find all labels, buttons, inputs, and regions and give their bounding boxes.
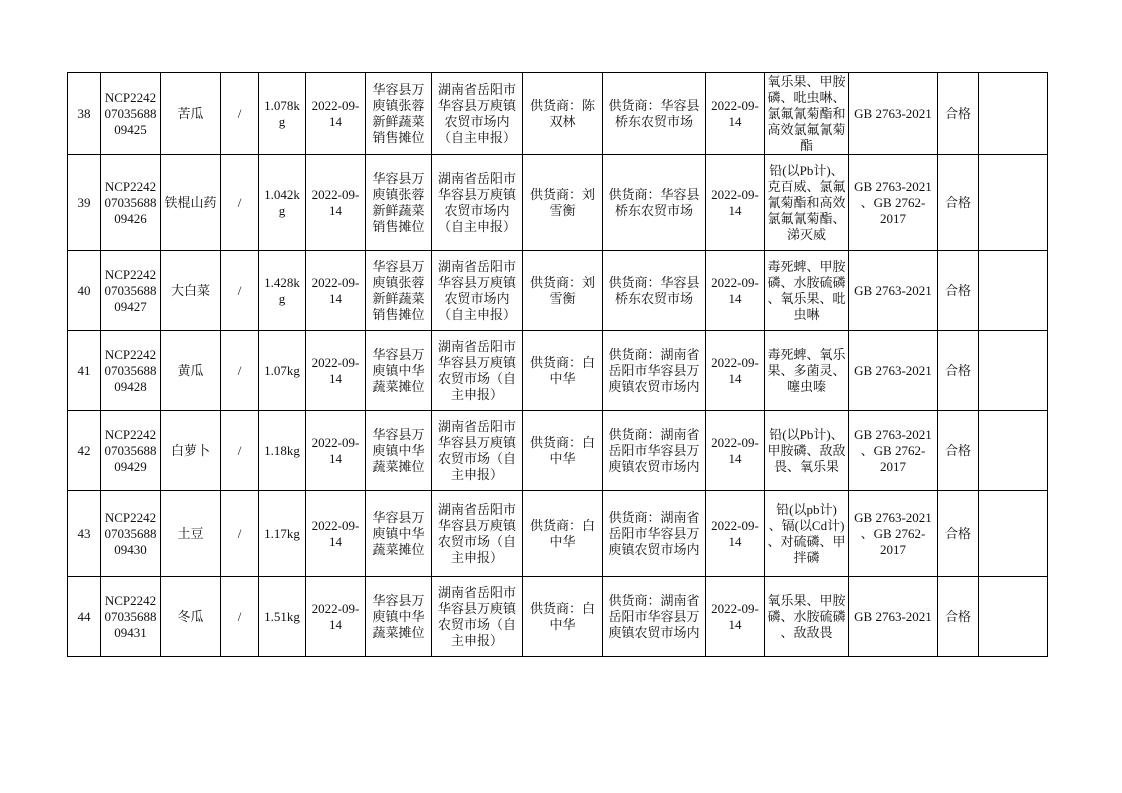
cell-standard: GB 2763-2021 、GB 2762- 2017 [849,491,938,577]
cell-supplier-address: 供货商：湖南省 岳阳市华容县万 庾镇农贸市场内 [603,331,706,411]
cell-standard: GB 2763-2021 、GB 2762- 2017 [849,155,938,251]
table-row [68,155,1048,251]
cell-no: 40 [68,251,101,331]
cell-address: 湖南省岳阳市 华容县万庾镇 农贸市场（自 主申报） [432,331,523,411]
cell-spec: / [221,577,259,657]
cell-supplier-address: 供货商：湖南省 岳阳市华容县万 庾镇农贸市场内 [603,411,706,491]
cell-supplier-address: 供货商：华容县 桥东农贸市场 [603,251,706,331]
cell-supplier-address: 供货商：华容县 桥东农贸市场 [603,155,706,251]
cell-date: 2022-09- 14 [306,73,366,155]
cell-qty: 1.078k g [259,73,306,155]
cell-result: 合格 [938,155,979,251]
cell-product: 黄瓜 [161,331,221,411]
cell-qty: 1.042k g [259,155,306,251]
cell-note [979,411,1048,491]
cell-product: 铁棍山药 [161,155,221,251]
cell-seller: 华容县万 庾镇中华 蔬菜摊位 [366,411,432,491]
cell-supplier: 供货商：刘 雪衡 [523,155,603,251]
cell-no: 43 [68,491,101,577]
cell-result: 合格 [938,251,979,331]
cell-address: 湖南省岳阳市 华容县万庾镇 农贸市场内 （自主申报） [432,73,523,155]
cell-result: 合格 [938,491,979,577]
cell-no: 39 [68,155,101,251]
cell-result: 合格 [938,411,979,491]
cell-supplier: 供货商：白 中华 [523,411,603,491]
table-row [68,411,1048,491]
cell-result: 合格 [938,331,979,411]
cell-no: 42 [68,411,101,491]
cell-note [979,491,1048,577]
cell-items: 毒死蜱、氧乐 果、多菌灵、 噻虫嗪 [765,331,849,411]
cell-date2: 2022-09- 14 [706,251,765,331]
cell-date2: 2022-09- 14 [706,73,765,155]
table-row [68,491,1048,577]
cell-date2: 2022-09- 14 [706,491,765,577]
table-row [68,577,1048,657]
cell-product: 土豆 [161,491,221,577]
cell-code: NCP2242 07035688 09427 [101,251,161,331]
cell-date: 2022-09- 14 [306,411,366,491]
cell-items: 铅(以Pb计)、 甲胺磷、敌敌 畏、氧乐果 [765,411,849,491]
cell-date2: 2022-09- 14 [706,411,765,491]
cell-product: 白萝卜 [161,411,221,491]
cell-date2: 2022-09- 14 [706,155,765,251]
cell-date: 2022-09- 14 [306,491,366,577]
cell-note [979,331,1048,411]
cell-address: 湖南省岳阳市 华容县万庾镇 农贸市场内 （自主申报） [432,155,523,251]
cell-supplier-address: 供货商：湖南省 岳阳市华容县万 庾镇农贸市场内 [603,491,706,577]
cell-address: 湖南省岳阳市 华容县万庾镇 农贸市场（自 主申报） [432,491,523,577]
cell-seller: 华容县万 庾镇张蓉 新鲜蔬菜 销售摊位 [366,73,432,155]
cell-qty: 1.07kg [259,331,306,411]
cell-no: 44 [68,577,101,657]
cell-date2: 2022-09- 14 [706,331,765,411]
cell-code: NCP2242 07035688 09430 [101,491,161,577]
cell-items: 铅(以pb计) 、镉(以Cd计) 、对硫磷、甲 拌磷 [765,491,849,577]
cell-qty: 1.17kg [259,491,306,577]
cell-product: 冬瓜 [161,577,221,657]
cell-code: NCP2242 07035688 09425 [101,73,161,155]
cell-standard: GB 2763-2021 [849,73,938,155]
cell-code: NCP2242 07035688 09429 [101,411,161,491]
cell-code: NCP2242 07035688 09428 [101,331,161,411]
cell-spec: / [221,155,259,251]
cell-items: 氧乐果、甲胺 磷、吡虫啉、 氯氟氰菊酯和 高效氯氟氰菊 酯 [765,73,849,155]
cell-spec: / [221,73,259,155]
cell-code: NCP2242 07035688 09431 [101,577,161,657]
cell-date2: 2022-09- 14 [706,577,765,657]
cell-result: 合格 [938,73,979,155]
table-row [68,331,1048,411]
cell-items: 铅(以Pb计)、 克百威、氯氟 氰菊酯和高效 氯氟氰菊酯、 涕灭威 [765,155,849,251]
cell-qty: 1.18kg [259,411,306,491]
cell-product: 苦瓜 [161,73,221,155]
cell-standard: GB 2763-2021 [849,331,938,411]
cell-spec: / [221,491,259,577]
cell-no: 38 [68,73,101,155]
cell-items: 氧乐果、甲胺 磷、水胺硫磷 、敌敌畏 [765,577,849,657]
cell-supplier: 供货商：白 中华 [523,331,603,411]
cell-standard: GB 2763-2021 [849,577,938,657]
cell-note [979,577,1048,657]
cell-address: 湖南省岳阳市 华容县万庾镇 农贸市场内 （自主申报） [432,251,523,331]
cell-product: 大白菜 [161,251,221,331]
cell-code: NCP2242 07035688 09426 [101,155,161,251]
cell-no: 41 [68,331,101,411]
cell-seller: 华容县万 庾镇张蓉 新鲜蔬菜 销售摊位 [366,251,432,331]
cell-qty: 1.51kg [259,577,306,657]
cell-spec: / [221,251,259,331]
cell-supplier: 供货商：白 中华 [523,491,603,577]
cell-date: 2022-09- 14 [306,577,366,657]
cell-result: 合格 [938,577,979,657]
cell-supplier: 供货商：白 中华 [523,577,603,657]
cell-spec: / [221,331,259,411]
cell-supplier-address: 供货商：华容县 桥东农贸市场 [603,73,706,155]
cell-date: 2022-09- 14 [306,251,366,331]
cell-note [979,251,1048,331]
cell-qty: 1.428k g [259,251,306,331]
cell-supplier: 供货商：刘 雪衡 [523,251,603,331]
cell-note [979,155,1048,251]
cell-date: 2022-09- 14 [306,155,366,251]
cell-address: 湖南省岳阳市 华容县万庾镇 农贸市场（自 主申报） [432,411,523,491]
inspection-results-table [67,72,1048,657]
cell-items: 毒死蜱、甲胺 磷、水胺硫磷 、氧乐果、吡 虫啉 [765,251,849,331]
cell-standard: GB 2763-2021 、GB 2762- 2017 [849,411,938,491]
cell-standard: GB 2763-2021 [849,251,938,331]
cell-note [979,73,1048,155]
cell-seller: 华容县万 庾镇中华 蔬菜摊位 [366,491,432,577]
cell-seller: 华容县万 庾镇中华 蔬菜摊位 [366,331,432,411]
cell-supplier-address: 供货商：湖南省 岳阳市华容县万 庾镇农贸市场内 [603,577,706,657]
table-body [68,73,1048,657]
cell-seller: 华容县万 庾镇张蓉 新鲜蔬菜 销售摊位 [366,155,432,251]
cell-address: 湖南省岳阳市 华容县万庾镇 农贸市场（自 主申报） [432,577,523,657]
cell-seller: 华容县万 庾镇中华 蔬菜摊位 [366,577,432,657]
table-row [68,251,1048,331]
cell-date: 2022-09- 14 [306,331,366,411]
cell-supplier: 供货商：陈 双林 [523,73,603,155]
cell-spec: / [221,411,259,491]
table-row [68,73,1048,155]
